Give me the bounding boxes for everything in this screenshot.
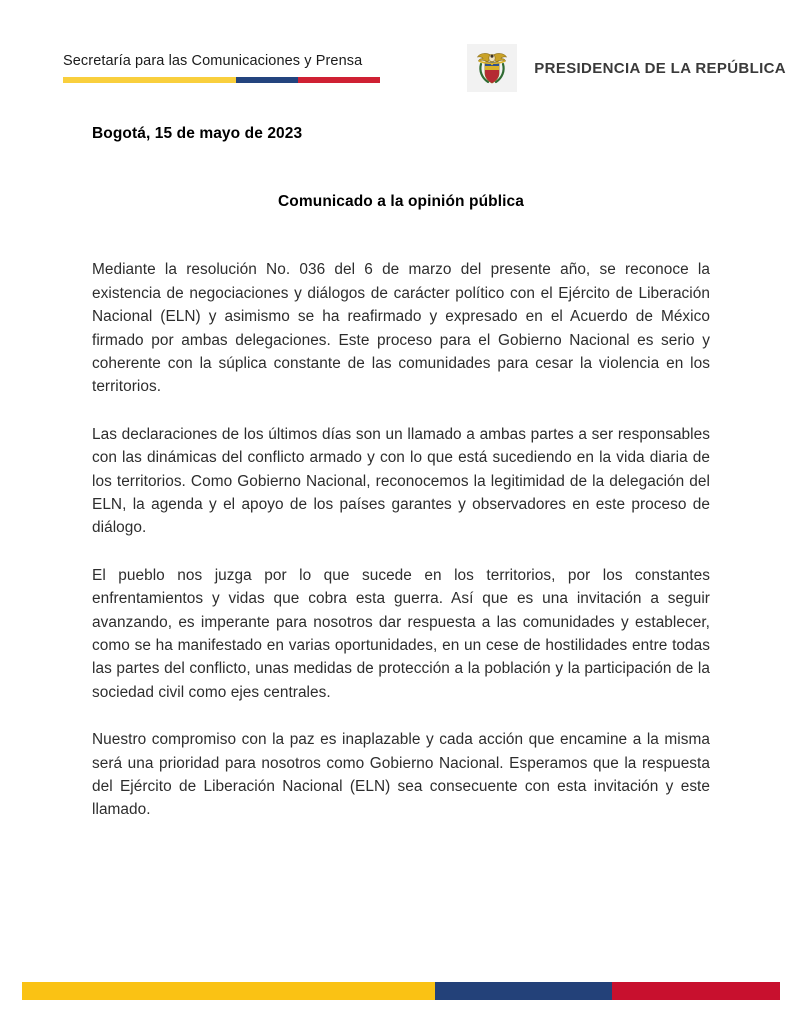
flag-segment-yellow — [22, 982, 435, 1000]
document-date-line: Bogotá, 15 de mayo de 2023 — [92, 125, 303, 142]
header-right-block — [467, 44, 786, 92]
document-header — [0, 0, 802, 110]
document-paragraphs — [92, 212, 710, 822]
body-paragraph: El pueblo nos juzga por lo que sucede en los territorios, por los constantes enfrentamientos y vidas que cobra esta guerra. Así que es una invitación a seguir avanzando, es imperante para nosotros dar respuesta a las comunidades y establecer, como se ha manifestado en varias oportunidades, en un cese de hostilidades entre todas las partes del conflicto, unas medidas de protección a la población y la participación de la sociedad civil como ejes centrales. — [92, 566, 710, 701]
secretaria-label: Secretaría para las Comunicaciones y Prensa — [63, 53, 363, 69]
page-title: Comunicado a la opinión pública — [278, 193, 524, 211]
rule-segment-yellow — [63, 77, 236, 83]
rule-segment-red — [298, 77, 380, 83]
flag-segment-red — [612, 982, 780, 1000]
rule-segment-blue — [236, 77, 298, 83]
footer-colombia-flag-bar — [22, 982, 780, 1000]
body-paragraph: Mediante la resolución No. 036 del 6 de marzo del presente año, se reconoce la existencia de negociaciones y diálogos de carácter político con el Ejército de Liberación Nacional (ELN) y asimismo se ha reafirmado y expresado en el Acuerdo de México firmado por ambas delegaciones. Este proceso para el Gobierno Nacional es serio y coherente con la súplica constante de las comunidades para cesar la violencia en los territorios. — [92, 261, 710, 396]
header-left-block — [63, 54, 380, 83]
body-paragraph: Nuestro compromiso con la paz es inaplazable y cada acción que encamine a la misma será una prioridad para nosotros como Gobierno Nacional. Esperamos que la respuesta del Ejército de Liberación Nacional (ELN) sea consecuente con esta invitación y este llamado. — [92, 731, 710, 819]
body-paragraph: Las declaraciones de los últimos días son un llamado a ambas partes a ser responsables con las dinámicas del conflicto armado y con lo que está sucediendo en la vida diaria de los territorios. Como Gobierno Nacional, reconocemos la legitimidad de la delegación del ELN, la agenda y el apoyo de los países garantes y observadores en este proceso de diálogo. — [92, 425, 710, 537]
presidencia-label: PRESIDENCIA DE LA REPÚBLICA — [534, 59, 786, 77]
colombia-coat-of-arms-icon — [467, 44, 517, 92]
flag-segment-blue — [435, 982, 612, 1000]
header-tricolor-rule — [63, 77, 380, 83]
document-body — [92, 124, 710, 822]
